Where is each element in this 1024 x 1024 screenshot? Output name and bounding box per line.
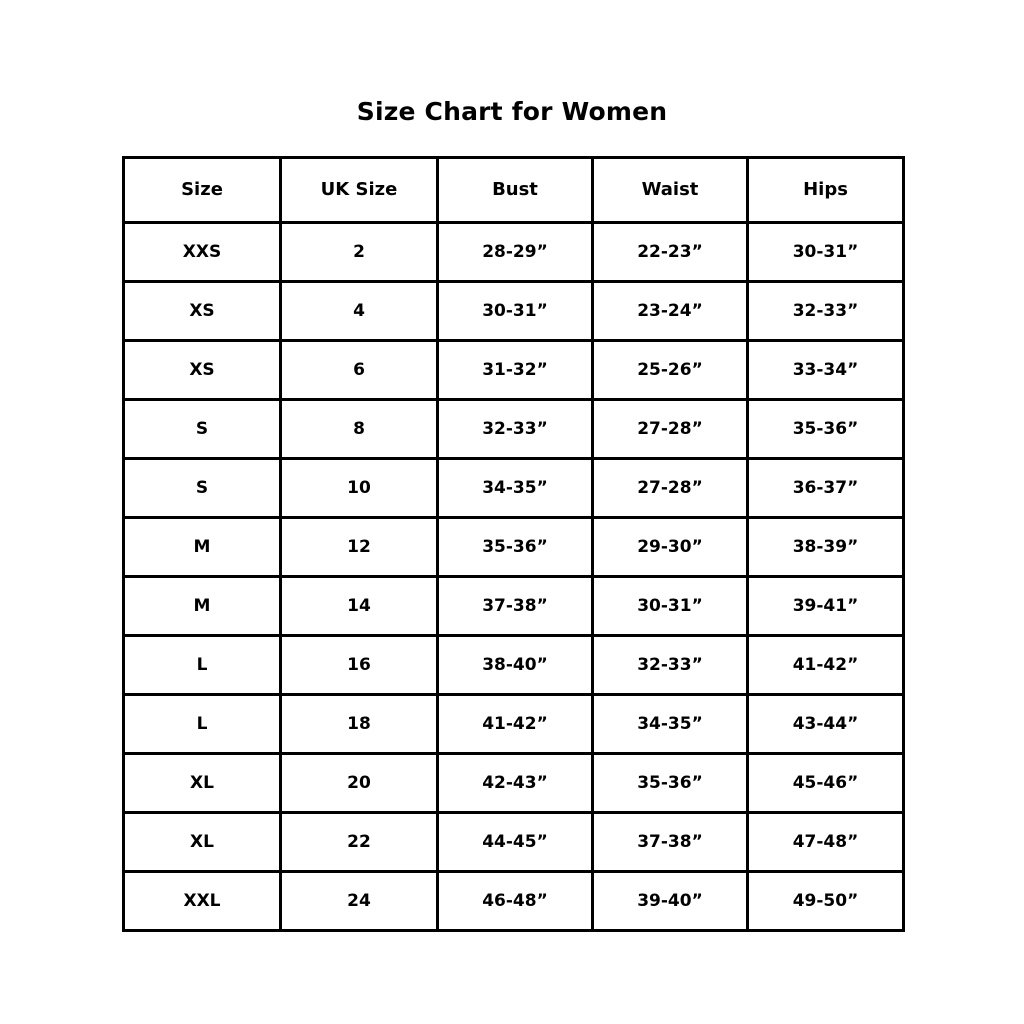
cell-waist: 27-28” (593, 458, 748, 517)
cell-size: L (124, 635, 281, 694)
table-row (124, 399, 904, 458)
column-header-bust: Bust (438, 157, 593, 222)
table-row (124, 458, 904, 517)
cell-waist: 37-38” (593, 812, 748, 871)
cell-bust: 41-42” (438, 694, 593, 753)
cell-size: XL (124, 812, 281, 871)
cell-waist: 25-26” (593, 340, 748, 399)
column-header-size: Size (124, 157, 281, 222)
cell-bust: 34-35” (438, 458, 593, 517)
cell-waist: 34-35” (593, 694, 748, 753)
cell-bust: 28-29” (438, 222, 593, 281)
cell-hips: 43-44” (748, 694, 904, 753)
column-header-waist: Waist (593, 157, 748, 222)
cell-waist: 27-28” (593, 399, 748, 458)
cell-uk-size: 2 (281, 222, 438, 281)
cell-hips: 35-36” (748, 399, 904, 458)
cell-hips: 41-42” (748, 635, 904, 694)
table-body (124, 222, 904, 930)
cell-bust: 38-40” (438, 635, 593, 694)
table-row (124, 871, 904, 930)
cell-uk-size: 14 (281, 576, 438, 635)
cell-size: S (124, 399, 281, 458)
table-row (124, 635, 904, 694)
cell-waist: 39-40” (593, 871, 748, 930)
cell-uk-size: 12 (281, 517, 438, 576)
table-header (124, 157, 904, 222)
cell-size: M (124, 517, 281, 576)
cell-hips: 49-50” (748, 871, 904, 930)
cell-bust: 42-43” (438, 753, 593, 812)
table-row (124, 222, 904, 281)
table-row (124, 576, 904, 635)
cell-uk-size: 10 (281, 458, 438, 517)
cell-uk-size: 20 (281, 753, 438, 812)
cell-uk-size: 22 (281, 812, 438, 871)
column-header-uk-size: UK Size (281, 157, 438, 222)
cell-uk-size: 24 (281, 871, 438, 930)
cell-waist: 30-31” (593, 576, 748, 635)
cell-hips: 38-39” (748, 517, 904, 576)
cell-hips: 30-31” (748, 222, 904, 281)
size-chart-table (122, 156, 905, 932)
cell-size: XXL (124, 871, 281, 930)
page-title: Size Chart for Women (356, 97, 668, 126)
cell-size: L (124, 694, 281, 753)
cell-size: S (124, 458, 281, 517)
size-chart-table-wrapper (122, 156, 902, 932)
cell-size: XXS (124, 222, 281, 281)
cell-hips: 39-41” (748, 576, 904, 635)
cell-waist: 29-30” (593, 517, 748, 576)
table-row (124, 517, 904, 576)
cell-bust: 35-36” (438, 517, 593, 576)
cell-waist: 32-33” (593, 635, 748, 694)
cell-hips: 47-48” (748, 812, 904, 871)
cell-size: XS (124, 281, 281, 340)
cell-hips: 33-34” (748, 340, 904, 399)
cell-hips: 32-33” (748, 281, 904, 340)
cell-waist: 35-36” (593, 753, 748, 812)
table-header-row (124, 157, 904, 222)
cell-bust: 32-33” (438, 399, 593, 458)
cell-size: XL (124, 753, 281, 812)
table-row (124, 753, 904, 812)
table-row (124, 281, 904, 340)
cell-uk-size: 16 (281, 635, 438, 694)
cell-bust: 37-38” (438, 576, 593, 635)
cell-size: M (124, 576, 281, 635)
column-header-hips: Hips (748, 157, 904, 222)
cell-uk-size: 6 (281, 340, 438, 399)
table-row (124, 812, 904, 871)
cell-size: XS (124, 340, 281, 399)
table-row (124, 340, 904, 399)
cell-bust: 31-32” (438, 340, 593, 399)
table-row (124, 694, 904, 753)
cell-hips: 45-46” (748, 753, 904, 812)
cell-waist: 22-23” (593, 222, 748, 281)
cell-bust: 30-31” (438, 281, 593, 340)
cell-bust: 44-45” (438, 812, 593, 871)
cell-uk-size: 18 (281, 694, 438, 753)
cell-bust: 46-48” (438, 871, 593, 930)
cell-uk-size: 4 (281, 281, 438, 340)
cell-waist: 23-24” (593, 281, 748, 340)
cell-hips: 36-37” (748, 458, 904, 517)
cell-uk-size: 8 (281, 399, 438, 458)
